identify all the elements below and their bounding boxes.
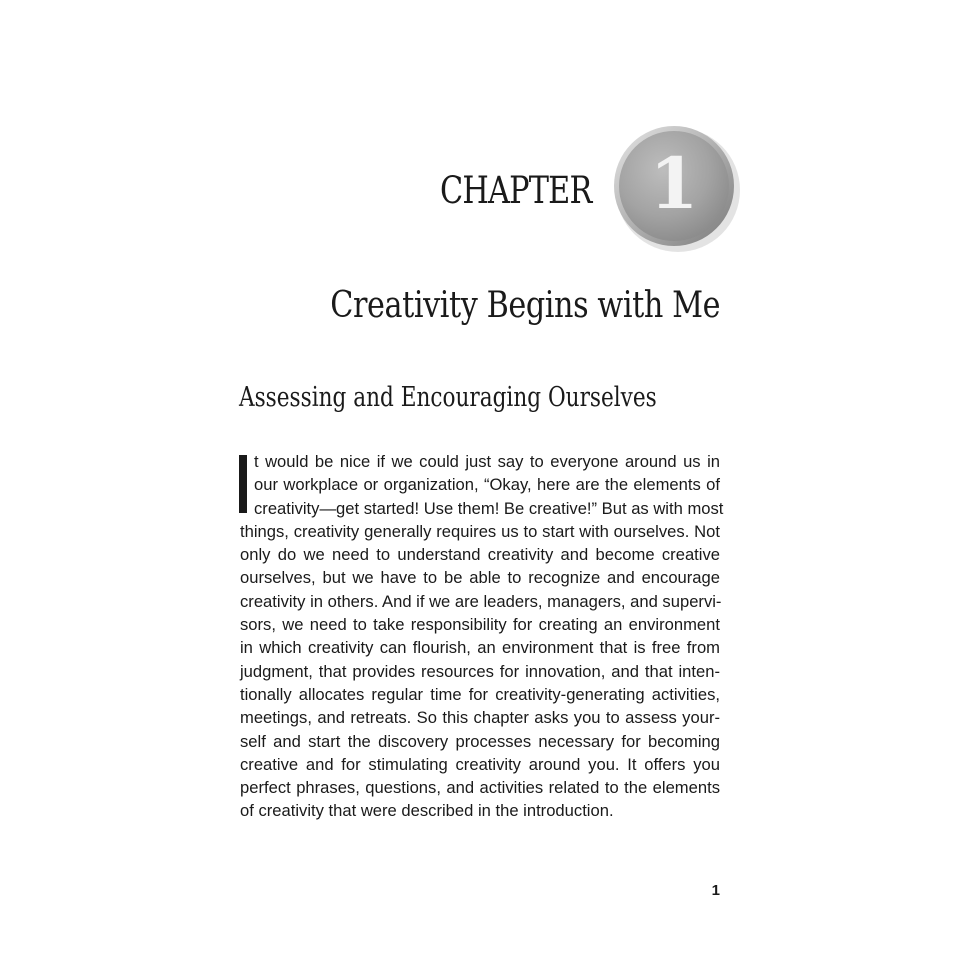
body-line: self and start the discovery processes necessary for becoming xyxy=(240,731,720,751)
chapter-number: 1 xyxy=(649,142,699,225)
body-paragraph xyxy=(240,450,724,823)
body-line: in which creativity can flourish, an environment that is free from xyxy=(240,638,720,658)
page-number: 1 xyxy=(711,882,720,899)
body-line: t would be nice if we could just say to everyone around us in xyxy=(254,452,720,471)
body-line: ourselves, but we have to be able to recognize and encourage xyxy=(240,568,720,588)
body-line: creative and for stimulating creativity around you. It offers you xyxy=(240,754,720,774)
body-line: of creativity that were described in the introduction. xyxy=(240,801,614,821)
chapter-number-badge xyxy=(612,124,742,254)
body-line: judgment, that provides resources for innovation, and that inten- xyxy=(240,661,720,681)
body-line: perfect phrases, questions, and activities related to the elements xyxy=(240,778,720,798)
body-line: our workplace or organization, “Okay, here are the elements of xyxy=(254,475,720,495)
body-line: tionally allocates regular time for creativity-generating activities, xyxy=(240,684,720,704)
body-line: meetings, and retreats. So this chapter asks you to assess your- xyxy=(240,708,720,728)
body-line: sors, we need to take responsibility for creating an environment xyxy=(240,615,720,635)
body-line: creativity in others. And if we are leaders, managers, and supervi- xyxy=(240,591,722,611)
body-line: things, creativity generally requires us to start with ourselves. Not xyxy=(240,521,720,541)
section-heading: Assessing and Encouraging Ourselves xyxy=(239,382,657,413)
body-line: creativity—get started! Use them! Be creative!” But as with most xyxy=(254,498,724,518)
chapter-title: Creativity Begins with Me xyxy=(330,285,720,326)
chapter-label: CHAPTER xyxy=(440,169,592,212)
body-line: only do we need to understand creativity and become creative xyxy=(240,545,720,565)
